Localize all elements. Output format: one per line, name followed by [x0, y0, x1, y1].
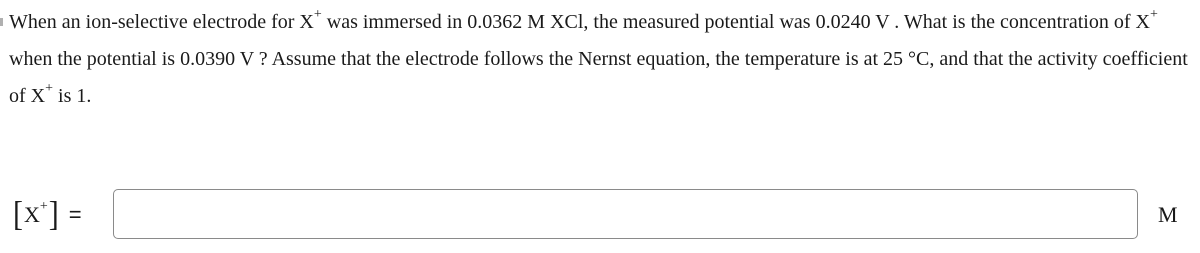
species-letter: X — [24, 202, 40, 227]
question-text — [9, 4, 1189, 115]
charge-superscript-2: + — [1149, 7, 1158, 23]
unit-label: M — [1158, 202, 1178, 227]
open-bracket: [ — [13, 195, 23, 234]
close-bracket: ] — [48, 195, 59, 234]
question-segment-4: is 1. — [53, 85, 92, 107]
answer-label — [13, 195, 82, 234]
charge-superscript-3: + — [45, 81, 54, 97]
species-symbol — [24, 198, 48, 228]
question-segment-2: was immersed in 0.0362 M XCl, the measured potential was 0.0240 V . What is the concentration of X — [321, 11, 1150, 33]
answer-row — [9, 189, 1191, 241]
charge-superscript-1: + — [313, 7, 322, 23]
left-edge-marker — [0, 18, 3, 26]
equals-sign: = — [68, 202, 82, 227]
question-segment-1: When an ion-selective electrode for X — [9, 11, 314, 33]
concentration-answer-input[interactable] — [113, 189, 1138, 239]
species-charge: + — [39, 198, 48, 214]
question-segment-3: when the potential is 0.0390 V ? Assume that the electrode follows the Nernst equation, the temperature is at 25 °C, and that the activity coefficient of X — [9, 48, 1188, 107]
